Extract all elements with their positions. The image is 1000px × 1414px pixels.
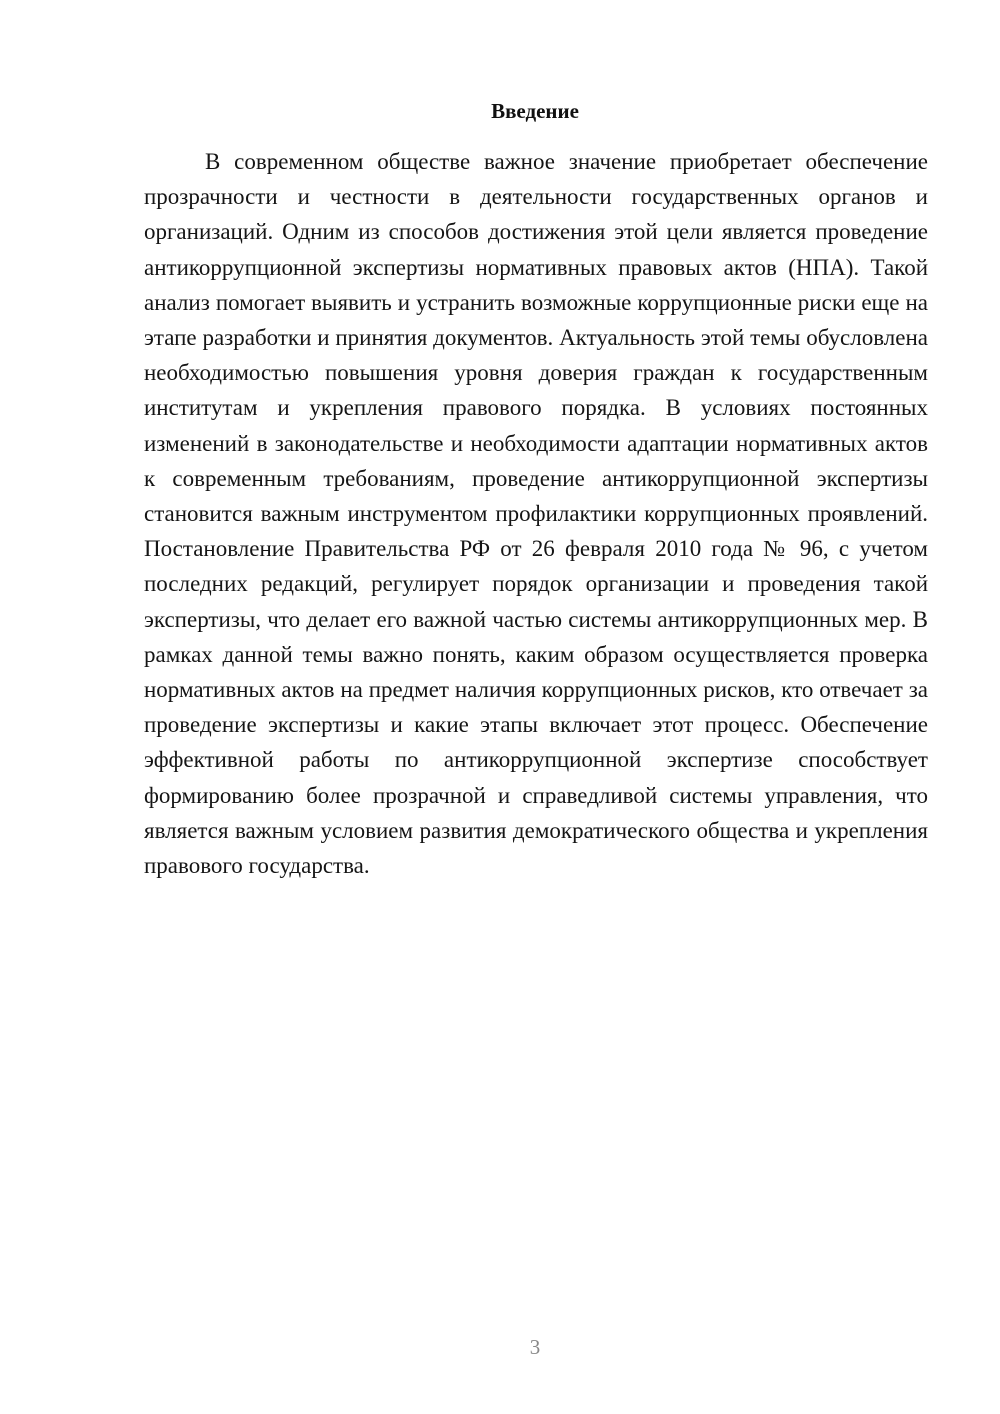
page-number: 3 xyxy=(529,1335,541,1359)
introduction-paragraph: В современном обществе важное значение приобретает обеспечение прозрачности и честности в деятельности государственных органов и организаций. Одним из способов достижения этой цели является проведение антикоррупционной экспертизы нормативных правовых актов (НПА). Такой анализ помогает выявить и устранить возможные коррупционные риски еще на этапе разработки и принятия документов. Актуальность этой темы обусловлена необходимостью повышения уровня доверия граждан к государственным институтам и укрепления правового порядка. В условиях постоянных изменений в законодательстве и необходимости адаптации нормативных актов к современным требованиям, проведение антикоррупционной экспертизы становится важным инструментом профилактики коррупционных проявлений. Постановление Правительства РФ от 26 февраля 2010 года № 96, с учетом последних редакций, регулирует порядок организации и проведения такой экспертизы, что делает его важной частью системы антикоррупционных мер. В рамках данной темы важно понять, каким образом осуществляется проверка нормативных актов на предмет наличия коррупционных рисков, кто отвечает за проведение экспертизы и какие этапы включает этот процесс. Обеспечение эффективной работы по антикоррупционной экспертизе способствует формированию более прозрачной и справедливой системы управления, что является важным условием развития демократического общества и укрепления правового государства. xyxy=(144,149,928,879)
section-heading: Введение xyxy=(491,99,579,123)
